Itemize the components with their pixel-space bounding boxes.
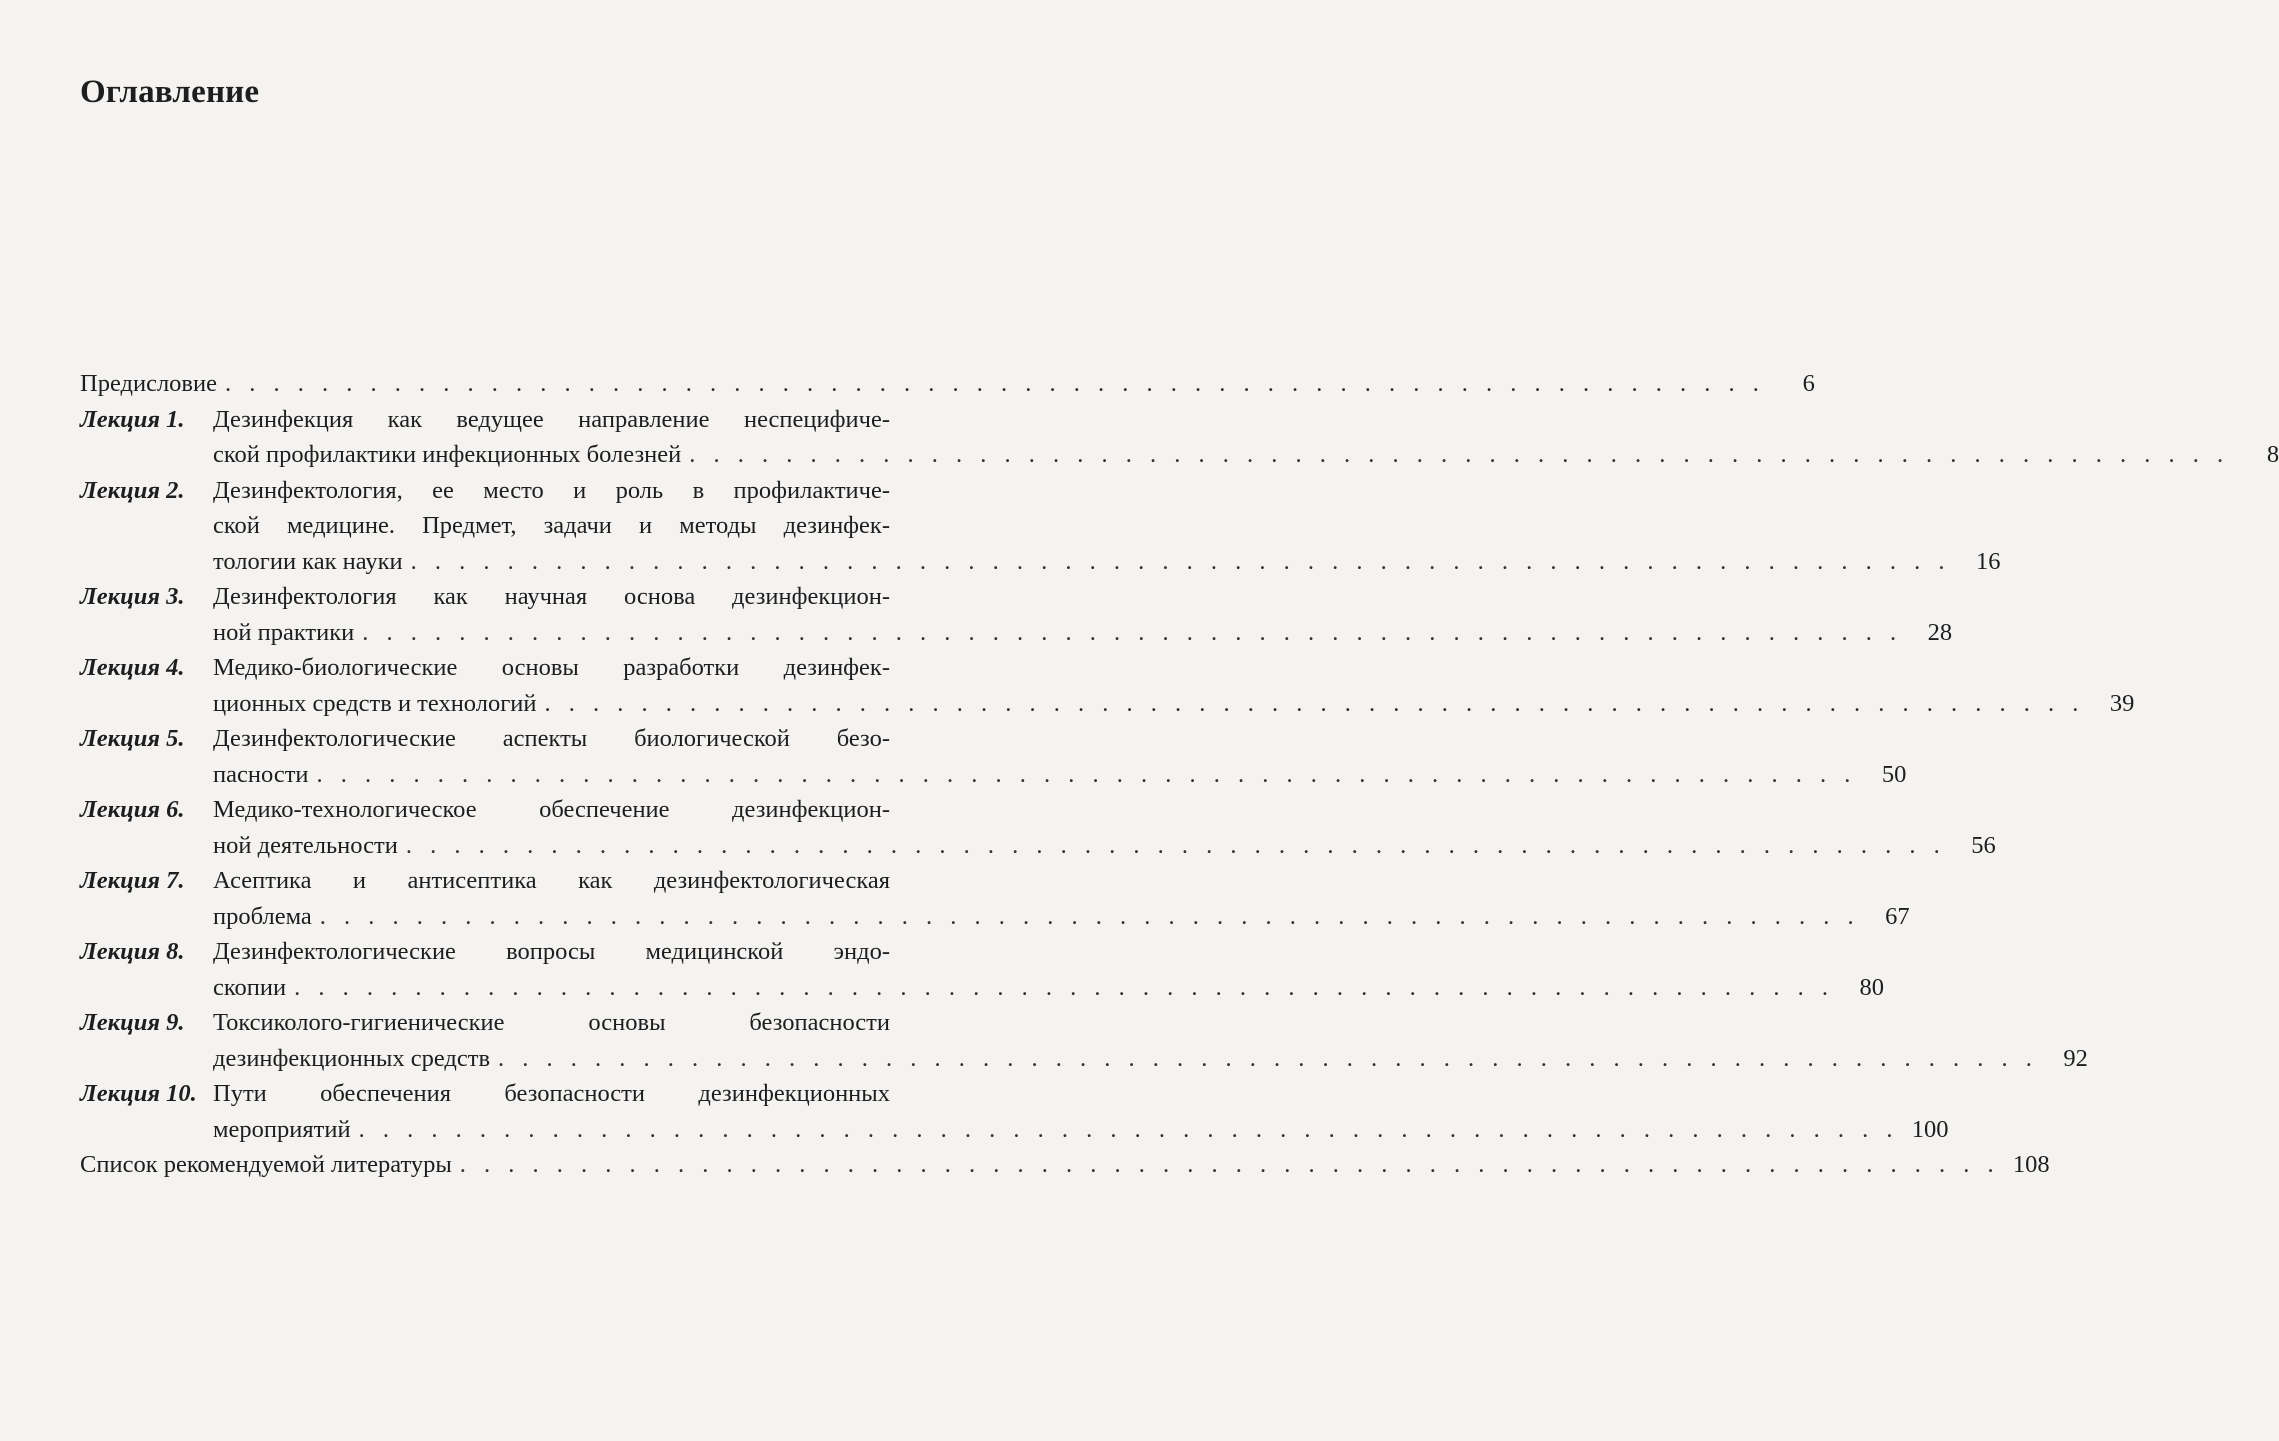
lecture-label: Лекция 8. bbox=[80, 938, 185, 965]
page-number: 100 bbox=[1911, 1115, 1949, 1143]
toc-entry-lecture bbox=[80, 934, 1884, 1005]
toc-entry-line: пасности bbox=[213, 760, 309, 788]
toc-entry-line: тологии как науки bbox=[213, 547, 403, 575]
toc-entry-lecture bbox=[80, 579, 1953, 650]
page-title: Оглавление bbox=[80, 74, 260, 110]
toc-entry-lecture bbox=[80, 721, 1907, 792]
toc-entry-line: проблема bbox=[213, 902, 312, 930]
toc-entry-line: ной деятельности bbox=[213, 831, 398, 859]
toc-entry-line: ционных средств и технологий bbox=[213, 689, 537, 717]
page-number: 56 bbox=[1971, 831, 1996, 859]
toc-entry-lecture bbox=[80, 792, 1996, 863]
toc-entry-references bbox=[80, 1147, 2050, 1183]
dot-leader: . . . . . . . . . . . . . . . . . . . . . . . . . . . . . . . . . . . . . . . . . . . . . . . . . . . . . . . . . . . . . . . . bbox=[294, 973, 1834, 1001]
toc-entry-line: ской медицине. Предмет, задачи и методы дезинфек- bbox=[213, 512, 890, 539]
lecture-list bbox=[80, 402, 2279, 1148]
toc-entry-lecture bbox=[80, 402, 2279, 473]
page-number: 6 bbox=[1802, 370, 1815, 397]
toc-entry-line: мероприятий bbox=[213, 1115, 351, 1143]
toc-entry-line: Дезинфектология как научная основа дезинфекцион- bbox=[213, 583, 890, 610]
dot-leader: . . . . . . . . . . . . . . . . . . . . . . . . . . . . . . . . . . . . . . . . . . . . . . . . . . . . . . . . . . . . . . . . bbox=[498, 1044, 2038, 1072]
toc-entry-line: Пути обеспечения безопасности дезинфекционных bbox=[213, 1080, 890, 1107]
dot-leader: . . . . . . . . . . . . . . . . . . . . . . . . . . . . . . . . . . . . . . . . . . . . . . . . . . . . . . . . . . . . . . . . bbox=[224, 370, 1765, 397]
lecture-label: Лекция 6. bbox=[80, 796, 185, 823]
toc-entry-line: скопии bbox=[213, 973, 287, 1001]
lecture-label: Лекция 4. bbox=[80, 654, 185, 681]
dot-leader: . . . . . . . . . . . . . . . . . . . . . . . . . . . . . . . . . . . . . . . . . . . . . . . . . . . . . . . . . . . . . . . . bbox=[358, 1115, 1899, 1143]
page-number: 50 bbox=[1881, 760, 1907, 788]
toc-entry-lecture bbox=[80, 650, 2135, 721]
dot-leader: . . . . . . . . . . . . . . . . . . . . . . . . . . . . . . . . . . . . . . . . . . . . . . . . . . . . . . . . . . . . . . . . bbox=[405, 831, 1946, 859]
toc-entry-line: ской профилактики инфекционных болезней bbox=[213, 441, 682, 468]
page-number: 16 bbox=[1976, 547, 2001, 575]
toc-entry-line: ной практики bbox=[213, 618, 355, 646]
toc-entry-line: Дезинфектологические аспекты биологической безо- bbox=[213, 725, 890, 752]
toc-entry-line: Дезинфекция как ведущее направление неспецифиче- bbox=[213, 405, 890, 433]
toc-entry-line: Дезинфектология, ее место и роль в профилактиче- bbox=[213, 476, 890, 504]
dot-leader: . . . . . . . . . . . . . . . . . . . . . . . . . . . . . . . . . . . . . . . . . . . . . . . . . . . . . . . . . . . . . . . . bbox=[544, 689, 2085, 717]
page-number: 39 bbox=[2109, 689, 2135, 717]
lecture-label: Лекция 5. bbox=[80, 725, 185, 752]
page-number: 8 bbox=[2266, 441, 2279, 468]
toc-entry-title: Предисловие bbox=[80, 370, 217, 397]
lecture-label: Лекция 9. bbox=[80, 1009, 185, 1036]
dot-leader: . . . . . . . . . . . . . . . . . . . . . . . . . . . . . . . . . . . . . . . . . . . . . . . . . . . . . . . . . . . . . . . . bbox=[410, 547, 1951, 575]
page-number: 92 bbox=[2063, 1044, 2088, 1072]
toc-entry-lecture bbox=[80, 473, 2001, 580]
toc-entry-line: Асептика и антисептика как дезинфектологическая bbox=[213, 867, 890, 894]
lecture-label: Лекция 2. bbox=[80, 476, 185, 504]
dot-leader: . . . . . . . . . . . . . . . . . . . . . . . . . . . . . . . . . . . . . . . . . . . . . . . . . . . . . . . . . . . . . . . . bbox=[362, 618, 1903, 646]
page-number: 67 bbox=[1885, 902, 1910, 930]
lecture-label: Лекция 1. bbox=[80, 405, 185, 433]
dot-leader: . . . . . . . . . . . . . . . . . . . . . . . . . . . . . . . . . . . . . . . . . . . . . . . . . . . . . . . . . . . . . . . . bbox=[319, 902, 1860, 930]
toc-entry-title: Список рекомендуемой литературы bbox=[80, 1151, 452, 1178]
toc-entry-lecture bbox=[80, 863, 1910, 934]
toc-entry-line: Медико-биологические основы разработки дезинфек- bbox=[213, 654, 890, 681]
lecture-label: Лекция 10. bbox=[80, 1080, 197, 1107]
lecture-label: Лекция 3. bbox=[80, 583, 185, 610]
dot-leader: . . . . . . . . . . . . . . . . . . . . . . . . . . . . . . . . . . . . . . . . . . . . . . . . . . . . . . . . . . . . . . . . bbox=[689, 441, 2230, 468]
dot-leader: . . . . . . . . . . . . . . . . . . . . . . . . . . . . . . . . . . . . . . . . . . . . . . . . . . . . . . . . . . . . . . . . bbox=[459, 1151, 2000, 1178]
toc-entry-line: Медико-технологическое обеспечение дезинфекцион- bbox=[213, 796, 890, 823]
page-number: 108 bbox=[2012, 1151, 2050, 1178]
table-of-contents bbox=[80, 366, 2279, 1183]
page-number: 80 bbox=[1859, 973, 1884, 1001]
toc-entry-line: дезинфекционных средств bbox=[213, 1044, 491, 1072]
toc-entry-preface bbox=[80, 366, 1815, 402]
toc-entry-line: Токсиколого-гигиенические основы безопасности bbox=[213, 1009, 890, 1036]
dot-leader: . . . . . . . . . . . . . . . . . . . . . . . . . . . . . . . . . . . . . . . . . . . . . . . . . . . . . . . . . . . . . . . . bbox=[316, 760, 1857, 788]
toc-entry-lecture bbox=[80, 1005, 2088, 1076]
page-number: 28 bbox=[1927, 618, 1953, 646]
lecture-label: Лекция 7. bbox=[80, 867, 185, 894]
toc-entry-lecture bbox=[80, 1076, 1949, 1147]
toc-entry-line: Дезинфектологические вопросы медицинской эндо- bbox=[213, 938, 890, 965]
